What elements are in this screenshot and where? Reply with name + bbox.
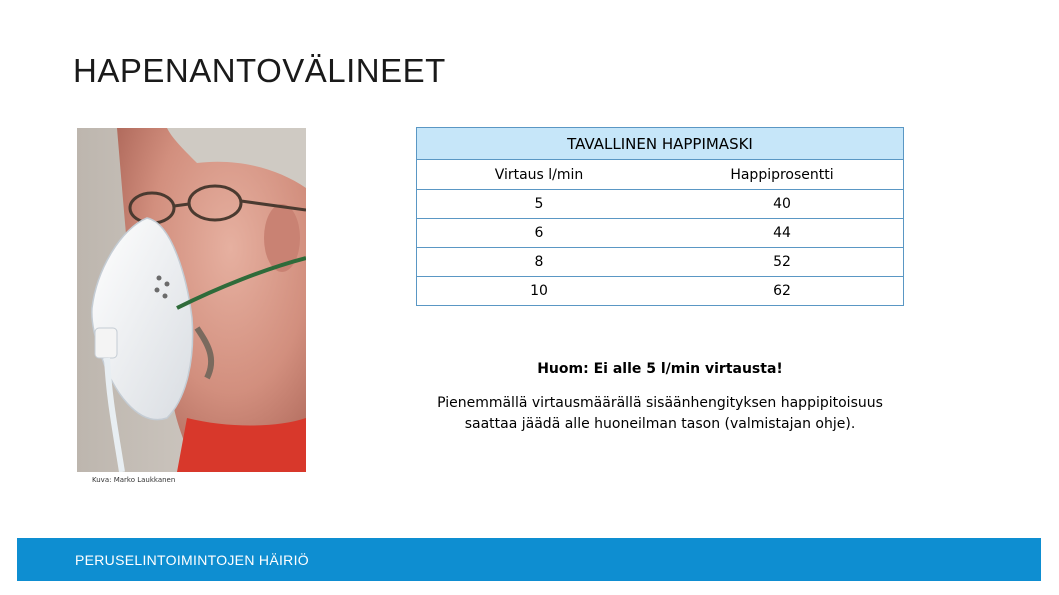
flow-cell: 6 [417, 219, 662, 248]
table-caption: TAVALLINEN HAPPIMASKI [417, 128, 904, 160]
column-header-flow: Virtaus l/min [417, 160, 662, 190]
table-row [417, 248, 904, 277]
table-row [417, 277, 904, 306]
explanation-line-2: saattaa jäädä alle huoneilman tason (valmistajan ohje). [464, 416, 856, 432]
oxygen-mask-illustration [77, 128, 306, 472]
flow-cell: 10 [417, 277, 662, 306]
oxygen-percent-cell: 44 [661, 219, 904, 248]
oxygen-percent-cell: 52 [661, 248, 904, 277]
table-row [417, 190, 904, 219]
explanation-line-1: Pienemmällä virtausmäärällä sisäänhengityksen happipitoisuus [437, 395, 883, 411]
warning-note: Huom: Ei alle 5 l/min virtausta! [537, 361, 783, 377]
oxygen-mask-photo [77, 128, 306, 472]
column-header-oxygen-percent: Happiprosentti [661, 160, 904, 190]
table-caption-row [417, 128, 904, 160]
oxygen-percent-cell: 40 [661, 190, 904, 219]
flow-cell: 8 [417, 248, 662, 277]
footer-bar [17, 538, 1041, 581]
explanation-note [416, 393, 904, 435]
oxygen-mask-table [416, 127, 904, 306]
footer-text: PERUSELINTOIMINTOJEN HÄIRIÖ [75, 552, 309, 568]
table-row [417, 219, 904, 248]
oxygen-percent-cell: 62 [661, 277, 904, 306]
photo-credit: Kuva: Marko Laukkanen [92, 476, 176, 484]
slide-title: HAPENANTOVÄLINEET [73, 52, 446, 89]
flow-cell: 5 [417, 190, 662, 219]
table-header-row [417, 160, 904, 190]
